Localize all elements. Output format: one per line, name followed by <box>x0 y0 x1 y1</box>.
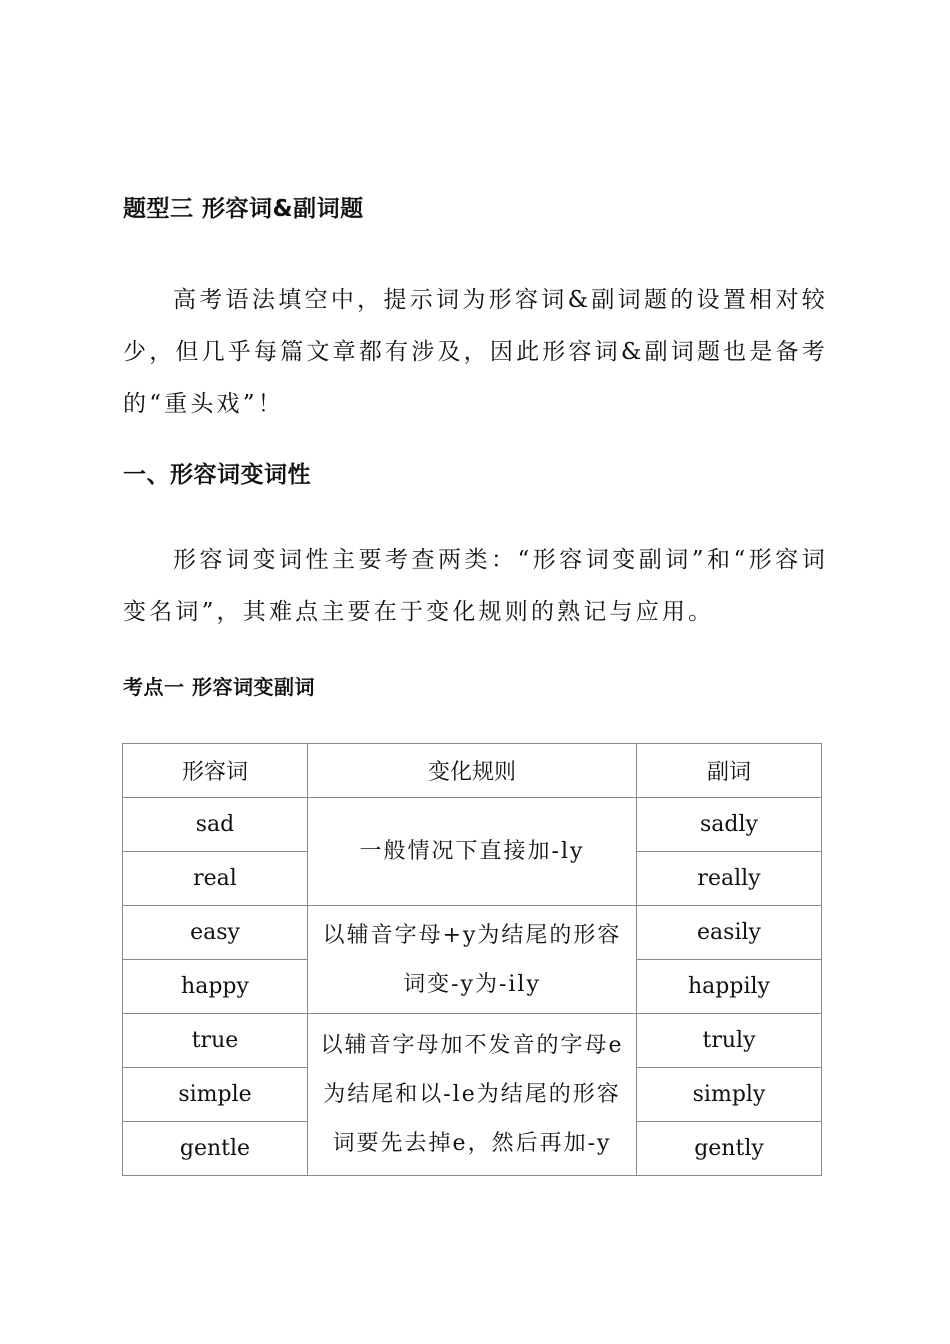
table-row <box>123 798 822 852</box>
page-title: 题型三 形容词&副词题 <box>123 196 364 222</box>
adverb-cell: happily <box>637 960 822 1014</box>
section-paragraph: 形容词变词性主要考查两类：“形容词变副词”和“形容词变名词”，其难点主要在于变化规则的熟记与应用。 <box>123 547 828 625</box>
adverb-cell: sadly <box>637 798 822 852</box>
rule-cell: 一般情况下直接加-ly <box>308 798 637 906</box>
adjective-cell: real <box>123 852 308 906</box>
intro-paragraph: 高考语法填空中，提示词为形容词&副词题的设置相对较少，但几乎每篇文章都有涉及，因此形容词&副词题也是备考的“重头戏”！ <box>123 287 828 417</box>
table-row <box>123 1014 822 1068</box>
adjective-cell: sad <box>123 798 308 852</box>
adjective-cell: happy <box>123 960 308 1014</box>
header-rule: 变化规则 <box>308 744 637 798</box>
adverb-cell: gently <box>637 1122 822 1176</box>
adverb-cell: really <box>637 852 822 906</box>
adjective-cell: simple <box>123 1068 308 1122</box>
table-header-row <box>123 744 822 798</box>
rule-cell: 以辅音字母加不发音的字母e为结尾和以-le为结尾的形容词要先去掉e，然后再加-y <box>308 1014 637 1176</box>
adverb-cell: easily <box>637 906 822 960</box>
section-heading: 一、形容词变词性 <box>123 462 311 488</box>
adjective-cell: true <box>123 1014 308 1068</box>
rule-cell: 以辅音字母+y为结尾的形容词变-y为-ily <box>308 906 637 1014</box>
adverb-cell: truly <box>637 1014 822 1068</box>
header-adjective: 形容词 <box>123 744 308 798</box>
header-adverb: 副词 <box>637 744 822 798</box>
adjective-cell: easy <box>123 906 308 960</box>
table-row <box>123 906 822 960</box>
adjective-adverb-table <box>122 743 822 1176</box>
adjective-cell: gentle <box>123 1122 308 1176</box>
adverb-cell: simply <box>637 1068 822 1122</box>
point-heading: 考点一 形容词变副词 <box>123 675 315 699</box>
